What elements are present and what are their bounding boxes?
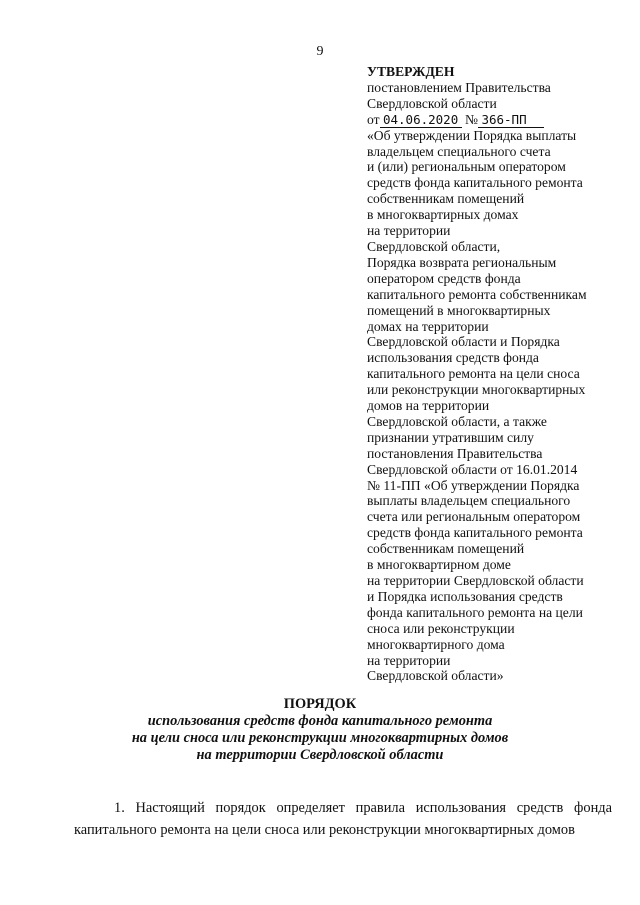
- approval-decree-line: помещений в многоквартирных: [367, 302, 551, 318]
- approval-decree-line: или реконструкции многоквартирных: [367, 382, 586, 398]
- approval-number: 366-ПП: [481, 111, 527, 127]
- approval-by-line-1: постановлением Правительства: [367, 79, 551, 95]
- approval-decree-line: и Порядка использования средств: [367, 588, 563, 604]
- approval-decree-line: счета или региональным оператором: [367, 509, 581, 525]
- approval-decree-line: Свердловской области»: [367, 668, 504, 684]
- approval-decree-line: Свердловской области от 16.01.2014: [367, 461, 578, 477]
- approval-date: 04.06.2020: [382, 111, 459, 127]
- approval-decree-line: капитального ремонта на цели сноса: [367, 366, 580, 382]
- approval-decree-line: на территории: [367, 223, 451, 239]
- approval-decree-line: использования средств фонда: [367, 350, 539, 366]
- approval-decree-line: капитального ремонта собственникам: [367, 286, 587, 302]
- approval-stamp-block: [367, 64, 635, 684]
- approval-heading: УТВЕРЖДЕН: [367, 64, 455, 79]
- approval-decree-line: домах на территории: [367, 318, 489, 334]
- approval-decree-title: [367, 128, 635, 685]
- approval-decree-line: сноса или реконструкции: [367, 620, 515, 636]
- approval-number-prefix: №: [465, 111, 479, 127]
- document-subtitle-line: на цели сноса или реконструкции многоквартирных домов: [131, 730, 509, 746]
- approval-decree-line: в многоквартирном доме: [367, 557, 511, 573]
- document-subtitle-line: на территории Свердловской области: [196, 747, 444, 763]
- approval-decree-line: на территории: [367, 652, 451, 668]
- approval-decree-line: Свердловской области,: [367, 238, 501, 254]
- body-paragraph-1: 1. Настоящий порядок определяет правила использования средств фонда капитального ремонта на цели сноса или реконструкции многоквартирных домов: [74, 800, 612, 838]
- approval-decree-line: Свердловской области и Порядка: [367, 334, 560, 350]
- approval-date-prefix: от: [367, 111, 380, 127]
- approval-decree-line: Свердловской области, а также: [367, 413, 547, 429]
- approval-decree-line: многоквартирного дома: [367, 636, 505, 652]
- approval-decree-line: № 11-ПП «Об утверждении Порядка: [367, 477, 580, 493]
- document-subtitle-line: использования средств фонда капитального ремонта: [147, 713, 493, 729]
- approval-decree-line: признании утратившим силу: [367, 429, 534, 445]
- approval-decree-line: «Об утверждении Порядка выплаты: [367, 127, 577, 143]
- approval-decree-line: выплаты владельцем специального: [367, 493, 571, 509]
- approval-date-line: [367, 112, 635, 128]
- approval-decree-line: и (или) региональным оператором: [367, 159, 566, 175]
- document-title-heading: ПОРЯДОК: [283, 696, 357, 712]
- approval-decree-line: фонда капитального ремонта на цели: [367, 604, 583, 620]
- approval-decree-line: домов на территории: [367, 398, 490, 414]
- approval-decree-line: оператором средств фонда: [367, 270, 521, 286]
- approval-decree-line: средств фонда капитального ремонта: [367, 175, 583, 191]
- approval-decree-line: владельцем специального счета: [367, 143, 551, 159]
- approval-decree-line: постановления Правительства: [367, 445, 543, 461]
- approval-decree-line: в многоквартирных домах: [367, 207, 519, 223]
- approval-by-line-2: Свердловской области: [367, 95, 497, 111]
- approval-decree-line: Порядка возврата региональным: [367, 254, 557, 270]
- document-title-block: [0, 696, 640, 764]
- approval-decree-line: собственникам помещений: [367, 541, 525, 557]
- page-number: 9: [316, 44, 324, 59]
- approval-decree-line: средств фонда капитального ремонта: [367, 525, 583, 541]
- approval-decree-line: на территории Свердловской области: [367, 573, 584, 588]
- approval-decree-line: собственникам помещений: [367, 191, 525, 207]
